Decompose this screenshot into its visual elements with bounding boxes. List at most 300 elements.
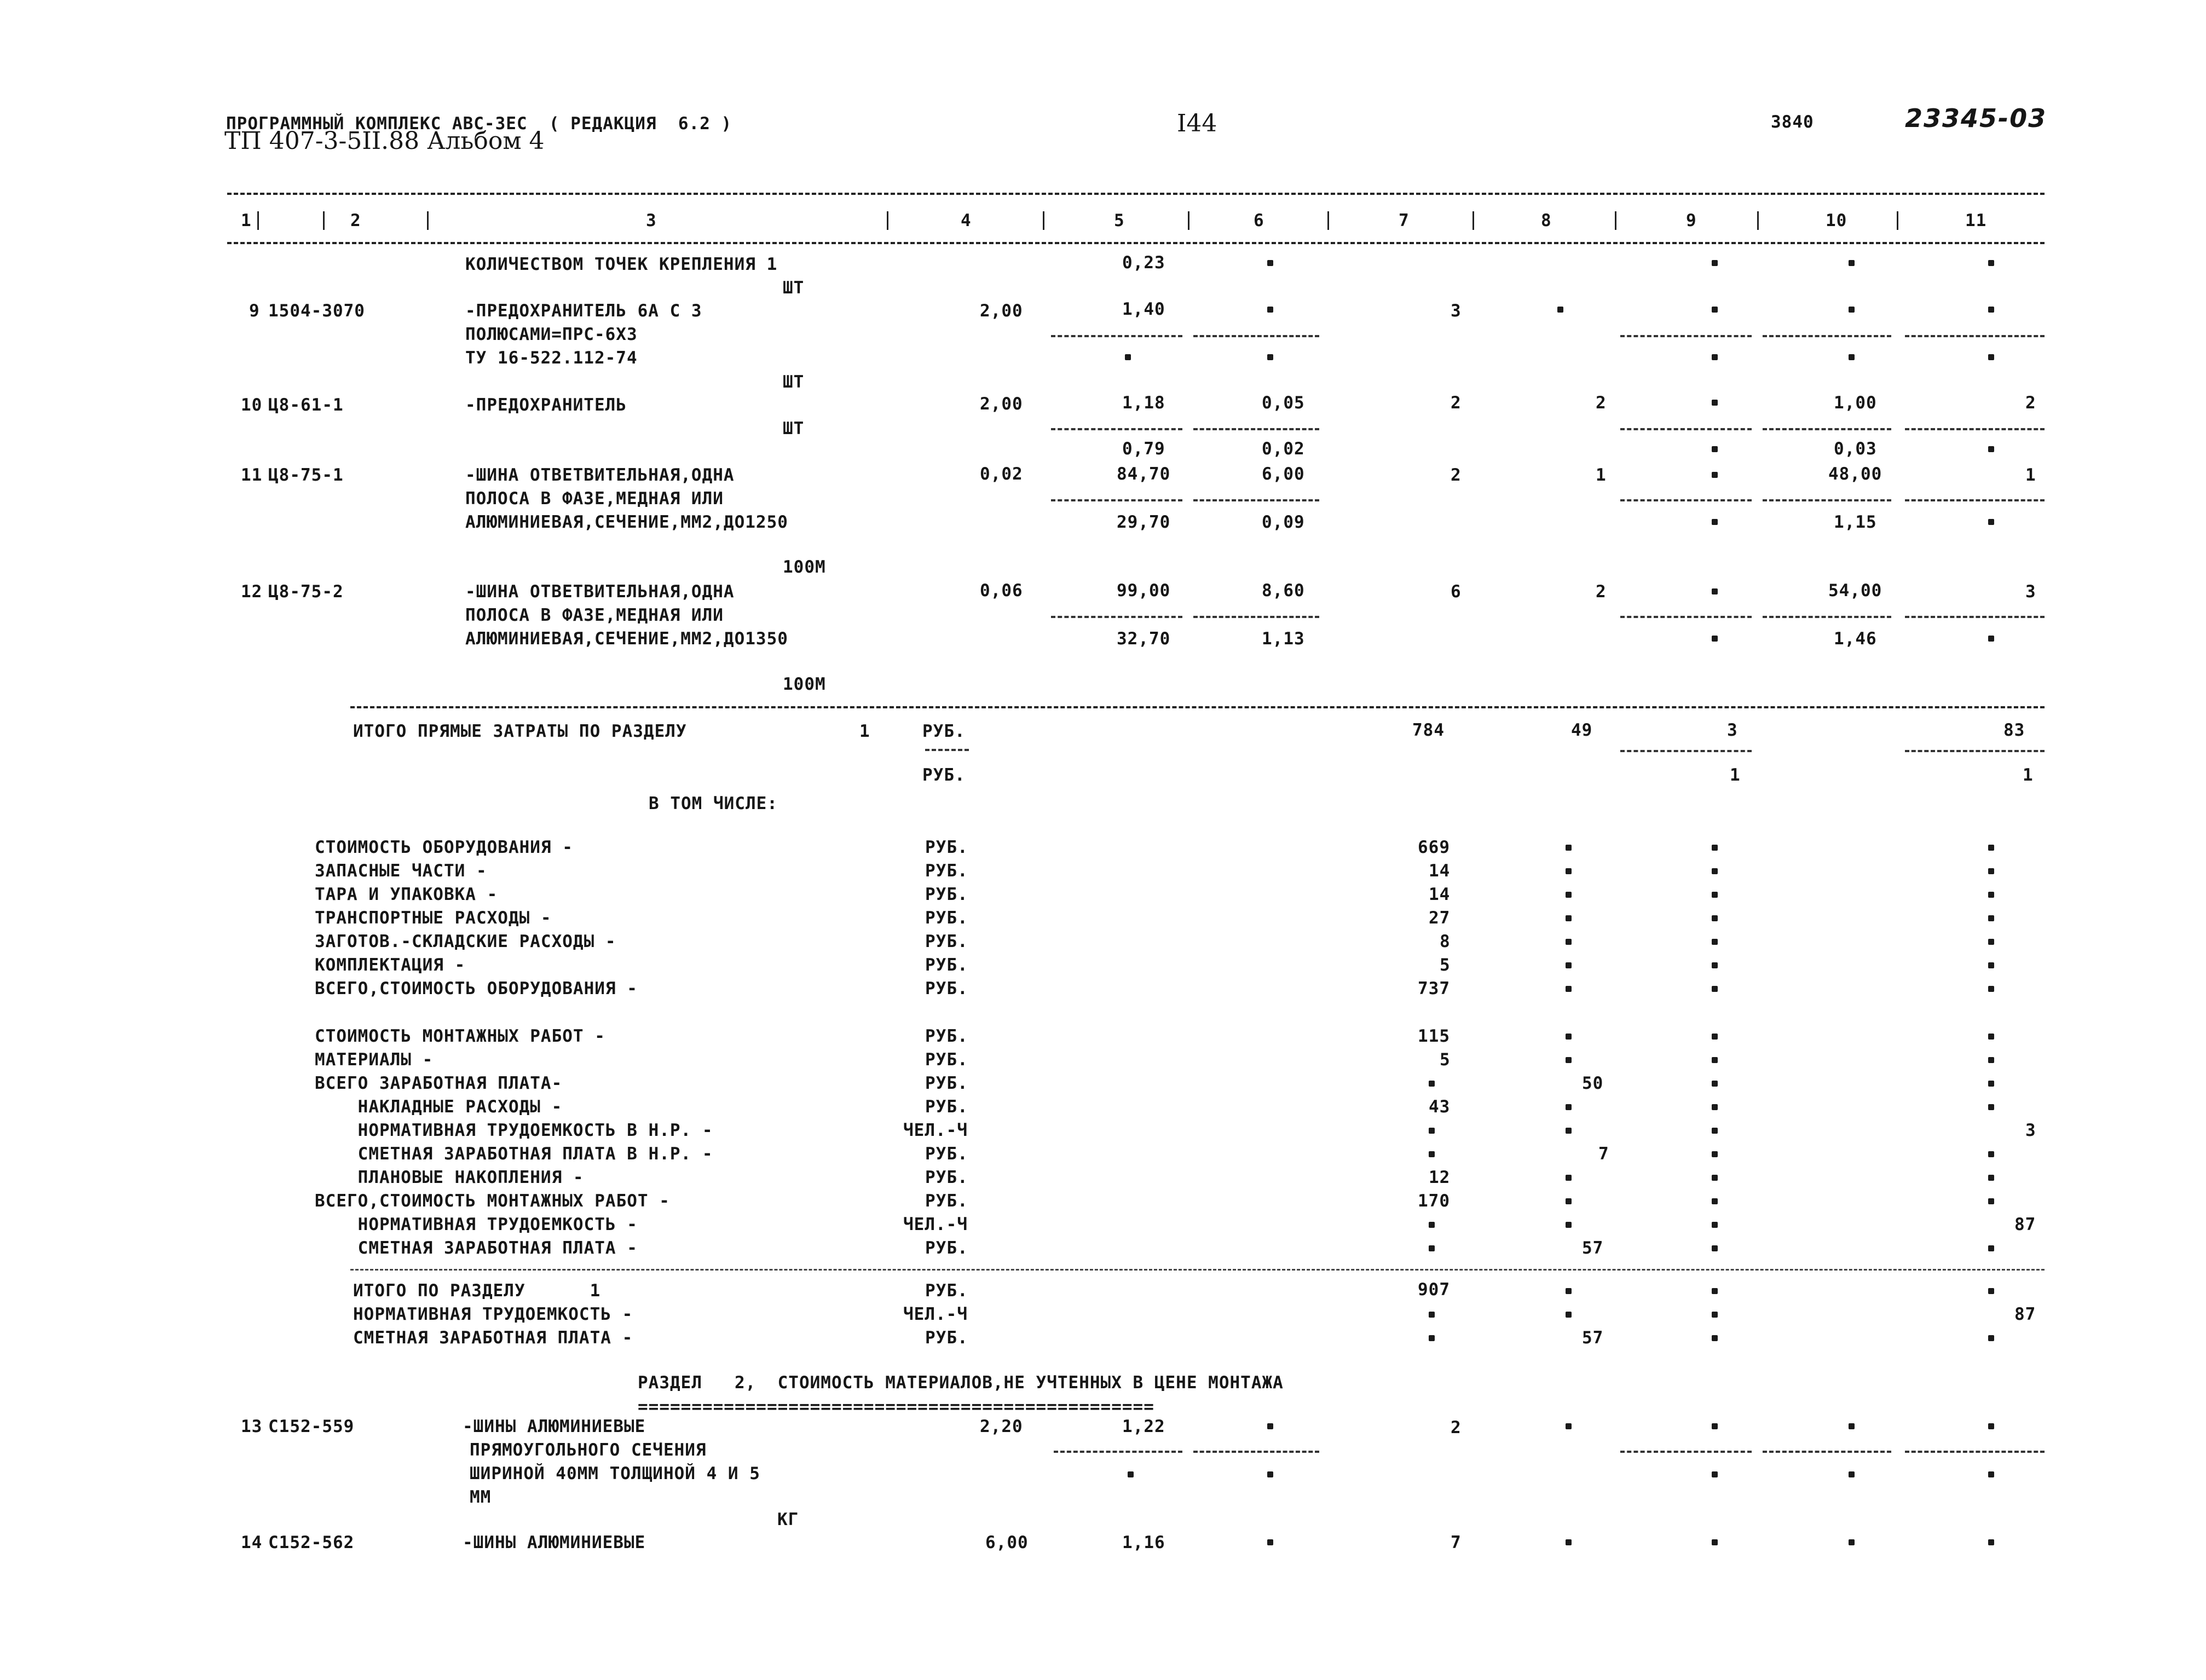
section-total-unit: РУБ. [925,1328,968,1348]
cell-qty: 2,00 [980,301,1023,321]
item-name-line: АЛЮМИНИЕВАЯ,СЕЧЕНИЕ,ММ2,ДО1250 [465,512,788,532]
item-code: Ц8-61-1 [268,395,344,415]
section-total-unit: ЧЕЛ.-Ч [903,1304,968,1324]
totals-rule [350,706,2045,708]
equip-label: ВСЕГО,СТОИМОСТЬ ОБОРУДОВАНИЯ - [315,979,638,998]
subtotal-dash [1620,335,1752,337]
empty-marker [1712,446,1718,452]
col-separator [1897,211,1898,230]
totals-section: 1 [859,721,870,741]
install-value-c11: 87 [2014,1215,2036,1234]
empty-marker [1712,962,1718,968]
totals-unit: РУБ. [922,721,966,741]
cell-qty: 2,20 [980,1417,1023,1436]
install-value-c8: 50 [1582,1073,1604,1093]
empty-marker [1712,1151,1718,1157]
col-num-6: 6 [1254,211,1264,230]
install-value: 170 [1418,1191,1450,1211]
empty-marker [1988,986,1994,992]
subtotal-dash [1763,335,1891,337]
empty-marker [1712,260,1718,266]
item-name-line: ПОЛОСА В ФАЗЕ,МЕДНАЯ ИЛИ [465,605,724,625]
item-name-line: ТУ 16-522.112-74 [465,348,638,368]
empty-marker [1267,307,1273,313]
item-name-line: -ШИНА ОТВЕТВИТЕЛЬНАЯ,ОДНА [465,465,735,485]
install-unit: РУБ. [925,1191,968,1211]
item-number: 13 [241,1417,263,1436]
empty-marker [1988,892,1994,898]
item-unit: 100М [783,557,826,577]
cell-c6-sub: 0,02 [1262,439,1305,459]
subtotal-dash [1054,1451,1182,1453]
empty-marker [1712,1312,1718,1318]
item-unit: ШТ [783,419,805,438]
empty-marker [1429,1312,1435,1318]
equip-value: 737 [1418,979,1450,998]
item-code: С152-562 [268,1533,355,1552]
totals-c7: 784 [1412,720,1445,740]
empty-marker [1849,1539,1855,1545]
empty-marker [1267,260,1273,266]
equip-value: 8 [1440,932,1451,951]
empty-marker [1712,1222,1718,1228]
item-name-line: ШИРИНОЙ 40ММ ТОЛЩИНОЙ 4 И 5 [470,1464,760,1483]
handwritten-stamp: 23345-03 [1905,103,2047,133]
empty-marker [1712,845,1718,851]
install-unit: РУБ. [925,1168,968,1187]
item-number: 11 [241,465,263,485]
install-label: ВСЕГО ЗАРАБОТНАЯ ПЛАТА- [315,1073,563,1093]
col-separator [1327,211,1329,230]
subtotal-dash [1905,750,2045,752]
empty-marker [1712,354,1718,360]
equip-value: 14 [1429,861,1451,881]
install-unit: РУБ. [925,1050,968,1070]
subtotal-dash [1620,499,1752,501]
empty-marker [1267,1471,1273,1477]
document-code: 3840 [1771,112,1814,132]
subtotal-dash [1905,335,2045,337]
empty-marker [1988,1057,1994,1063]
install-label: МАТЕРИАЛЫ - [315,1050,434,1070]
empty-marker [1849,1471,1855,1477]
install-unit: ЧЕЛ.-Ч [903,1121,968,1140]
empty-marker [1429,1081,1435,1087]
section-total-label: ИТОГО ПО РАЗДЕЛУ 1 [353,1281,601,1301]
equip-unit: РУБ. [925,838,968,857]
col-num-8: 8 [1541,211,1552,230]
equip-unit: РУБ. [925,955,968,975]
empty-marker [1988,446,1994,452]
col-num-11: 11 [1965,211,1987,230]
cell-c10-sub: 0,03 [1834,439,1877,459]
section2-title: РАЗДЕЛ 2, СТОИМОСТЬ МАТЕРИАЛОВ,НЕ УЧТЕННЫХ В ЦЕНЕ МОНТАЖА [638,1373,1284,1393]
empty-marker [1988,307,1994,313]
col-separator [1757,211,1759,230]
empty-marker [1988,1335,1994,1341]
equip-label: ЗАПАСНЫЕ ЧАСТИ - [315,861,487,881]
subtotal-dash [1763,499,1891,501]
empty-marker [1988,636,1994,642]
equip-label: СТОИМОСТЬ ОБОРУДОВАНИЯ - [315,838,573,857]
section-total-c8: 57 [1582,1328,1604,1348]
install-unit: РУБ. [925,1144,968,1164]
subtotal-dash [1905,616,2045,618]
subtotal-dash [1763,428,1891,430]
empty-marker [1988,1175,1994,1181]
cell-c10: 48,00 [1828,464,1882,484]
subtotal-dash [1193,428,1319,430]
subtotal-dash [1193,499,1319,501]
item-unit: ШТ [783,372,805,392]
install-value-c11: 3 [2025,1121,2036,1140]
install-label: СТОИМОСТЬ МОНТАЖНЫХ РАБОТ - [315,1026,605,1046]
cell-c7: 2 [1451,1418,1462,1437]
install-label: СМЕТНАЯ ЗАРАБОТНАЯ ПЛАТА - [315,1238,638,1258]
subtotal-dash [1051,616,1182,618]
cell-c5-sub: 32,70 [1117,629,1171,649]
section-total-value: 907 [1418,1280,1450,1300]
cell-c11: 2 [2025,393,2036,413]
empty-marker [1712,1081,1718,1087]
empty-marker [1712,986,1718,992]
item-unit: 100М [783,674,826,694]
cell-c5-sub: 0,79 [1122,439,1165,459]
empty-marker [1988,868,1994,874]
empty-marker [1566,892,1572,898]
empty-marker [1988,1198,1994,1204]
empty-marker [1849,260,1855,266]
cell-c7: 7 [1451,1533,1462,1552]
cell-qty: 2,00 [980,394,1023,414]
section-total-label: СМЕТНАЯ ЗАРАБОТНАЯ ПЛАТА - [353,1328,633,1348]
cell-c6: 0,05 [1262,393,1305,413]
cell-c5: 1,40 [1122,299,1165,319]
empty-marker [1712,1423,1718,1429]
equip-label: ТАРА И УПАКОВКА - [315,885,498,904]
col-num-2: 2 [350,211,361,230]
empty-marker [1988,354,1994,360]
empty-marker [1988,519,1994,525]
empty-marker [1557,307,1563,313]
empty-marker [1988,1034,1994,1040]
install-unit: РУБ. [925,1026,968,1046]
empty-marker [1125,354,1131,360]
cell-c5: 84,70 [1117,464,1171,484]
empty-marker [1988,1423,1994,1429]
cell-c11: 3 [2025,582,2036,602]
empty-marker [1566,915,1572,921]
page-number: I44 [1177,109,1217,137]
empty-marker [1566,1128,1572,1134]
empty-marker [1128,1471,1134,1477]
section-total-rule [350,1269,2045,1271]
col-num-10: 10 [1826,211,1847,230]
empty-marker [1566,1423,1572,1429]
empty-marker [1429,1245,1435,1251]
header-top-rule [227,193,2045,195]
equip-unit: РУБ. [925,885,968,904]
cell-c10: 54,00 [1828,581,1882,601]
cell-qty: 0,06 [980,581,1023,601]
install-value-c8: 7 [1598,1144,1609,1164]
item-unit: КГ [777,1510,799,1529]
totals-c9: 3 [1727,720,1738,740]
equip-label: ТРАНСПОРТНЫЕ РАСХОДЫ - [315,908,552,928]
cell-c5: 0,23 [1122,253,1165,273]
install-value: 5 [1440,1050,1451,1070]
empty-marker [1267,1423,1273,1429]
empty-marker [1988,260,1994,266]
empty-marker [1429,1128,1435,1134]
cell-c7: 6 [1451,582,1462,602]
equip-label: ЗАГОТОВ.-СКЛАДСКИЕ РАСХОДЫ - [315,932,616,951]
install-label: НАКЛАДНЫЕ РАСХОДЫ - [315,1097,563,1117]
cell-c7: 2 [1451,393,1462,413]
empty-marker [1429,1151,1435,1157]
subtotal-dash [1905,1451,2045,1453]
totals-title: ИТОГО ПРЯМЫЕ ЗАТРАТЫ ПО РАЗДЕЛУ [353,721,687,741]
subtotal-dash [925,749,969,751]
cell-c7: 2 [1451,465,1462,485]
empty-marker [1566,1222,1572,1228]
subtotal-dash [1905,428,2045,430]
item-name-line: АЛЮМИНИЕВАЯ,СЕЧЕНИЕ,ММ2,ДО1350 [465,629,788,649]
subtotal-dash [1051,428,1182,430]
item-number: 9 [249,301,260,321]
cell-c6: 8,60 [1262,581,1305,601]
cell-c7: 3 [1451,301,1462,321]
item-number: 12 [241,582,263,602]
empty-marker [1849,307,1855,313]
item-code: Ц8-75-2 [268,582,344,602]
totals-c8: 49 [1571,720,1593,740]
empty-marker [1566,1312,1572,1318]
empty-marker [1712,307,1718,313]
empty-marker [1712,1128,1718,1134]
equip-value: 5 [1440,955,1451,975]
empty-marker [1712,1198,1718,1204]
subtotal-dash [1763,616,1891,618]
section-total-label: НОРМАТИВНАЯ ТРУДОЕМКОСТЬ - [353,1304,633,1324]
empty-marker [1267,1539,1273,1545]
item-name-line: -ШИНЫ АЛЮМИНИЕВЫЕ [463,1533,646,1552]
empty-marker [1988,1081,1994,1087]
equip-value: 669 [1418,838,1450,857]
equip-value: 14 [1429,885,1451,904]
item-name-line: ПРЯМОУГОЛЬНОГО СЕЧЕНИЯ [470,1440,707,1460]
col-num-3: 3 [646,211,657,230]
cell-qty: 0,02 [980,464,1023,484]
col-num-7: 7 [1399,211,1410,230]
install-label: СМЕТНАЯ ЗАРАБОТНАЯ ПЛАТА В Н.Р. - [315,1144,713,1164]
col-num-4: 4 [961,211,972,230]
empty-marker [1988,1151,1994,1157]
cell-c8: 2 [1596,582,1607,602]
empty-marker [1566,845,1572,851]
install-value: 43 [1429,1097,1451,1117]
empty-marker [1267,354,1273,360]
empty-marker [1429,1335,1435,1341]
empty-marker [1566,1198,1572,1204]
cell-c5-sub: 29,70 [1117,512,1171,532]
cell-c11: 1 [2025,465,2036,485]
cell-qty: 6,00 [985,1533,1029,1552]
equip-label: КОМПЛЕКТАЦИЯ - [315,955,466,975]
cell-c8: 1 [1596,465,1607,485]
empty-marker [1988,915,1994,921]
install-label: НОРМАТИВНАЯ ТРУДОЕМКОСТЬ - [315,1215,638,1234]
empty-marker [1566,986,1572,992]
col-num-1: 1 [241,211,252,230]
empty-marker [1712,472,1718,478]
empty-marker [1566,1288,1572,1294]
item-number: 10 [241,395,263,415]
col-num-9: 9 [1686,211,1697,230]
col-separator [323,211,325,230]
cell-c5: 1,18 [1122,393,1165,413]
col-separator [1043,211,1044,230]
empty-marker [1988,939,1994,945]
empty-marker [1566,939,1572,945]
section2-underline: ================================================ [638,1397,1154,1417]
cell-c8: 2 [1596,393,1607,413]
empty-marker [1988,1288,1994,1294]
project-title: ТП 407-3-5II.88 Альбом 4 [224,127,545,155]
col-separator [257,211,259,230]
item-code: С152-559 [268,1417,355,1436]
cell-c10-sub: 1,46 [1834,629,1877,649]
empty-marker [1712,868,1718,874]
cell-c6-sub: 0,09 [1262,512,1305,532]
cell-c10: 1,00 [1834,393,1877,413]
empty-marker [1988,845,1994,851]
item-code: Ц8-75-1 [268,465,344,485]
install-value: 115 [1418,1026,1450,1046]
empty-marker [1429,1222,1435,1228]
empty-marker [1712,588,1718,594]
empty-marker [1566,1104,1572,1110]
program-header: ПРОГРАММНЫЙ КОМПЛЕКС АВС-3ЕС ( РЕДАКЦИЯ 6.2 ) [226,114,732,134]
install-unit: РУБ. [925,1238,968,1258]
item-number: 14 [241,1533,263,1552]
col-separator [1472,211,1474,230]
empty-marker [1712,939,1718,945]
subtotal-dash [1193,1451,1319,1453]
empty-marker [1566,1057,1572,1063]
item-name-line: -ШИНЫ АЛЮМИНИЕВЫЕ [463,1417,646,1436]
subtotal-dash [1763,1451,1891,1453]
totals-c11: 83 [2003,720,2025,740]
empty-marker [1712,1245,1718,1251]
equip-unit: РУБ. [925,979,968,998]
col-separator [887,211,888,230]
empty-marker [1712,1034,1718,1040]
including-label: В ТОМ ЧИСЛЕ: [649,794,778,813]
empty-marker [1988,1104,1994,1110]
empty-marker [1849,1423,1855,1429]
equip-value: 27 [1429,908,1451,928]
empty-marker [1712,1175,1718,1181]
header-bottom-rule [227,242,2045,244]
empty-marker [1712,1104,1718,1110]
empty-marker [1849,354,1855,360]
totals-c11-sub: 1 [2023,765,2034,785]
col-separator [1188,211,1189,230]
empty-marker [1566,1175,1572,1181]
empty-marker [1566,868,1572,874]
col-separator [427,211,429,230]
empty-marker [1566,962,1572,968]
empty-marker [1712,892,1718,898]
subtotal-dash [1620,428,1752,430]
subtotal-dash [1905,499,2045,501]
item-unit: ШТ [783,278,805,298]
cell-c6-sub: 1,13 [1262,629,1305,649]
item-code: 1504-3070 [268,301,365,321]
empty-marker [1712,400,1718,406]
empty-marker [1712,519,1718,525]
install-unit: ЧЕЛ.-Ч [903,1215,968,1234]
empty-marker [1988,1471,1994,1477]
install-unit: РУБ. [925,1073,968,1093]
cell-c5: 1,22 [1122,1417,1165,1436]
item-name-line: ММ [470,1487,492,1507]
subtotal-dash [1620,1451,1752,1453]
empty-marker [1712,1471,1718,1477]
empty-marker [1712,1057,1718,1063]
item-name-line: ПОЛОСА В ФАЗЕ,МЕДНАЯ ИЛИ [465,489,724,509]
item-name-line: ПОЛЮСАМИ=ПРС-6Х3 [465,325,638,344]
equip-unit: РУБ. [925,908,968,928]
subtotal-dash [1051,499,1182,501]
cell-c5: 1,16 [1122,1533,1165,1552]
cell-c6: 6,00 [1262,464,1305,484]
cell-c5: 99,00 [1117,581,1171,601]
equip-unit: РУБ. [925,932,968,951]
section-total-unit: РУБ. [925,1281,968,1301]
empty-marker [1988,1245,1994,1251]
item-name-line: КОЛИЧЕСТВОМ ТОЧЕК КРЕПЛЕНИЯ 1 [465,255,778,274]
totals-unit: РУБ. [922,765,966,785]
equip-unit: РУБ. [925,861,968,881]
item-name-line: -ПРЕДОХРАНИТЕЛЬ 6А С 3 [465,301,702,321]
install-value-c8: 57 [1582,1238,1604,1258]
install-label: НОРМАТИВНАЯ ТРУДОЕМКОСТЬ В Н.Р. - [315,1121,713,1140]
item-name-line: -ПРЕДОХРАНИТЕЛЬ [465,395,627,415]
empty-marker [1712,636,1718,642]
install-label: ВСЕГО,СТОИМОСТЬ МОНТАЖНЫХ РАБОТ - [315,1191,670,1211]
empty-marker [1712,1288,1718,1294]
install-unit: РУБ. [925,1097,968,1117]
totals-c9-sub: 1 [1730,765,1741,785]
subtotal-dash [1620,616,1752,618]
empty-marker [1712,915,1718,921]
section-total-c11: 87 [2014,1304,2036,1324]
empty-marker [1566,1539,1572,1545]
empty-marker [1988,1539,1994,1545]
empty-marker [1988,962,1994,968]
subtotal-dash [1051,335,1182,337]
item-name-line: -ШИНА ОТВЕТВИТЕЛЬНАЯ,ОДНА [465,582,735,602]
subtotal-dash [1193,335,1319,337]
subtotal-dash [1620,750,1752,752]
empty-marker [1712,1335,1718,1341]
install-value: 12 [1429,1168,1451,1187]
cell-c10-sub: 1,15 [1834,512,1877,532]
install-label: ПЛАНОВЫЕ НАКОПЛЕНИЯ - [315,1168,584,1187]
subtotal-dash [1193,616,1319,618]
